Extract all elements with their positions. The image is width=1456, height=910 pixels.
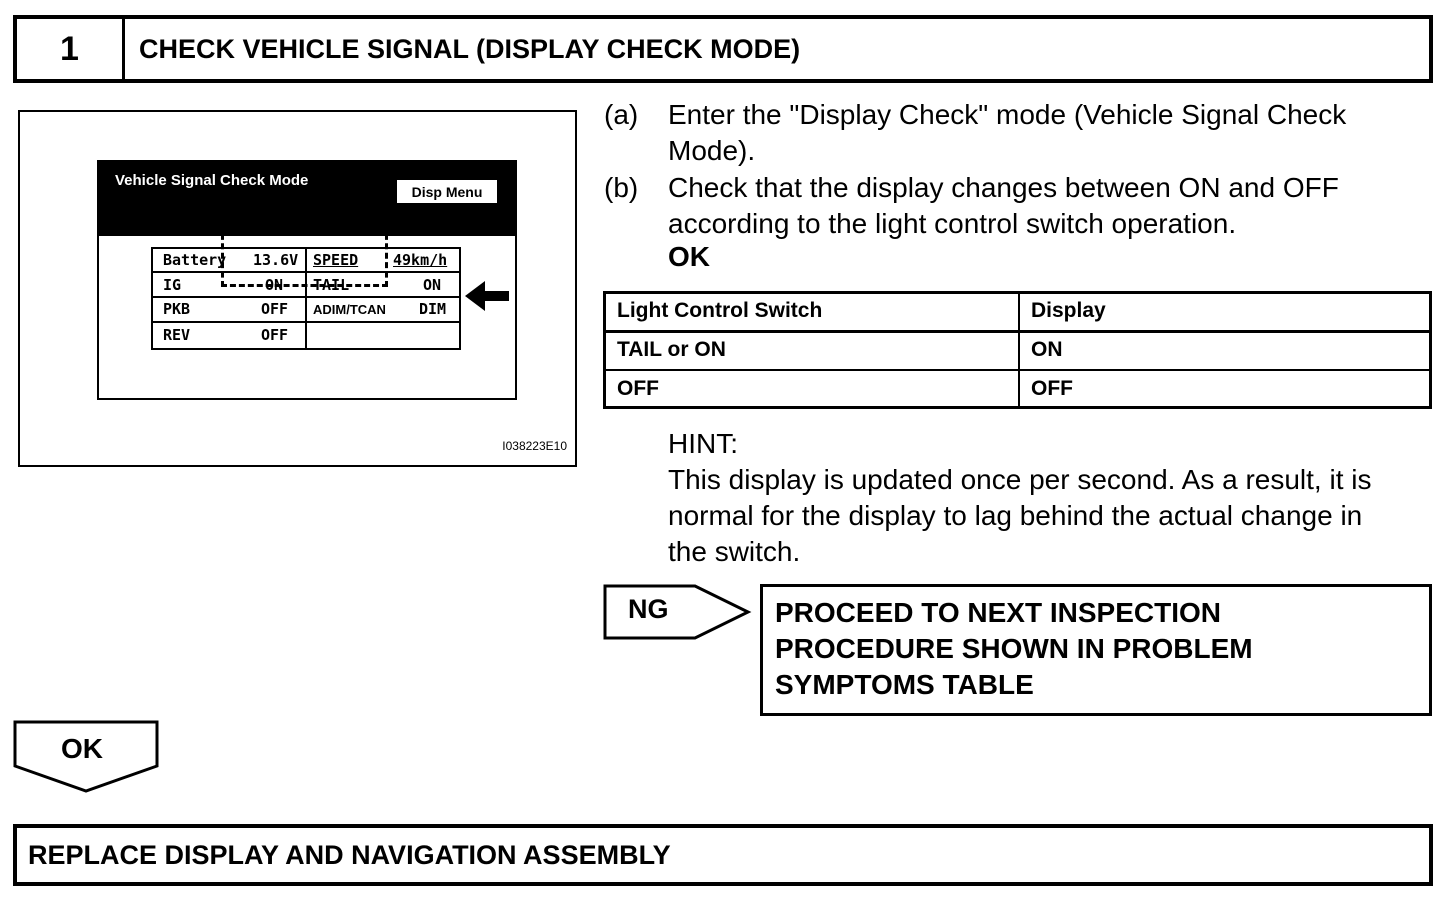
table-cell: OFF bbox=[617, 377, 659, 400]
signal-value-rev: OFF bbox=[261, 326, 289, 344]
signal-label-adim-tcan: ADIM/TCAN bbox=[313, 302, 386, 317]
hint-body bbox=[668, 462, 1372, 570]
step-b-text bbox=[668, 170, 1339, 242]
step-a-line: Mode). bbox=[668, 135, 756, 166]
signal-value-battery: 13.6V bbox=[253, 251, 299, 269]
step-b-line: according to the light control switch operation. bbox=[668, 208, 1237, 239]
signal-label-pkb: PKB bbox=[163, 300, 191, 318]
step-a-marker: (a) bbox=[604, 99, 639, 130]
signal-value-adim-tcan: DIM bbox=[419, 300, 447, 318]
figure-id: I038223E10 bbox=[502, 439, 567, 453]
hint-line: This display is updated once per second. As a result, it is bbox=[668, 464, 1372, 495]
ng-label: NG bbox=[628, 594, 669, 624]
ng-action-line: PROCEDURE SHOWN IN PROBLEM bbox=[775, 633, 1253, 664]
ng-action-box bbox=[760, 584, 1432, 716]
ok-result-label: OK bbox=[668, 241, 710, 272]
table-cell: TAIL or ON bbox=[617, 338, 726, 361]
illustration-frame bbox=[18, 110, 577, 467]
signal-label-tail: TAIL bbox=[313, 276, 350, 294]
step-a-text bbox=[668, 97, 1346, 169]
step-a-line: Enter the "Display Check" mode (Vehicle Signal Check bbox=[668, 99, 1347, 130]
table-cell: ON bbox=[1031, 338, 1063, 361]
step-title: CHECK VEHICLE SIGNAL (DISPLAY CHECK MODE) bbox=[139, 33, 801, 64]
step-number: 1 bbox=[17, 19, 125, 79]
signal-value-speed: 49km/h bbox=[393, 251, 448, 269]
ng-action-text bbox=[775, 595, 1253, 703]
table-cell: OFF bbox=[1031, 377, 1073, 400]
spec-table bbox=[603, 291, 1432, 409]
ok-label: OK bbox=[61, 733, 103, 764]
ng-action-line: PROCEED TO NEXT INSPECTION bbox=[775, 597, 1221, 628]
step-b-marker: (b) bbox=[604, 172, 639, 203]
divider bbox=[606, 369, 1429, 371]
table-header-switch: Light Control Switch bbox=[617, 299, 823, 322]
ng-arrow-shape bbox=[603, 583, 753, 641]
ng-action-line: SYMPTOMS TABLE bbox=[775, 669, 1034, 700]
signal-value-tail: ON bbox=[423, 276, 442, 294]
signal-label-speed: SPEED bbox=[313, 251, 359, 269]
signal-value-ig: ON bbox=[265, 276, 284, 294]
highlight-dashed-box bbox=[221, 215, 388, 287]
signal-label-battery: Battery bbox=[163, 251, 227, 269]
table-header-display: Display bbox=[1031, 299, 1106, 322]
step-b-line: Check that the display changes between ON and OFF bbox=[668, 172, 1339, 203]
final-action-text: REPLACE DISPLAY AND NAVIGATION ASSEMBLY bbox=[28, 839, 671, 870]
final-action-box bbox=[13, 824, 1433, 886]
step-header bbox=[13, 15, 1433, 83]
divider bbox=[606, 330, 1429, 333]
hint-line: normal for the display to lag behind the actual change in bbox=[668, 500, 1363, 531]
divider bbox=[1018, 294, 1020, 406]
disp-menu-button: Disp Menu bbox=[397, 180, 497, 203]
left-arrow-icon bbox=[465, 279, 515, 313]
hint-line: the switch. bbox=[668, 536, 801, 567]
signal-label-rev: REV bbox=[163, 326, 191, 344]
signal-label-ig: IG bbox=[163, 276, 182, 294]
hint-label: HINT: bbox=[668, 428, 738, 459]
screen-title: Vehicle Signal Check Mode bbox=[115, 172, 309, 189]
signal-value-pkb: OFF bbox=[261, 300, 289, 318]
